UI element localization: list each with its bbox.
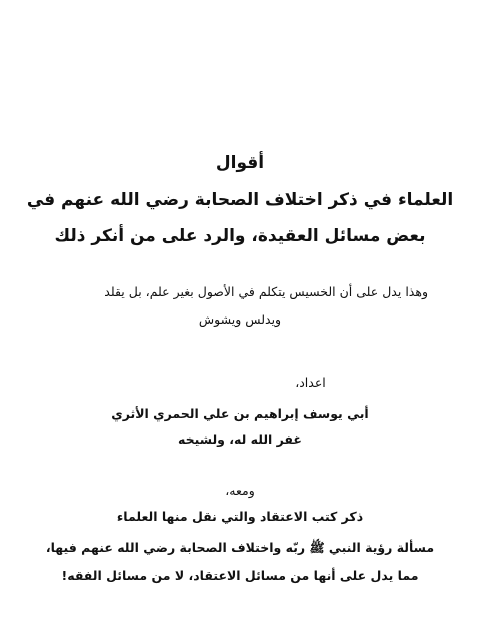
title-line-3: بعض مسائل العقيدة، والرد على من أنكر ذلك [54, 226, 426, 246]
title-line-1: أقوال [215, 153, 265, 173]
author-prayer: غفر الله له، ولشيخه [178, 432, 302, 447]
title-line-2: العلماء في ذكر اختلاف الصحابة رضي الله عنهم في [26, 190, 454, 210]
appendix-line-2: مسألة رؤية النبي ﷺ ربّه واختلاف الصحابة رضي الله عنهم فيها، [45, 540, 435, 555]
appendix-label: ومعه، [225, 483, 255, 498]
description-line-1: وهذا يدل على أن الخسيس يتكلم في الأصول بغير علم، بل يقلد [104, 284, 428, 299]
appendix-line-3: مما يدل على أنها من مسائل الاعتقاد، لا من مسائل الفقه! [61, 568, 419, 583]
description-line-2: ويدلس ويشوش [198, 312, 282, 327]
appendix-line-1: ذكر كتب الاعتقاد والتي نقل منها العلماء [116, 509, 364, 524]
author-name: أبي يوسف إبراهيم بن علي الحمري الأثري [111, 406, 369, 421]
preparation-label: اعداد، [295, 375, 326, 390]
